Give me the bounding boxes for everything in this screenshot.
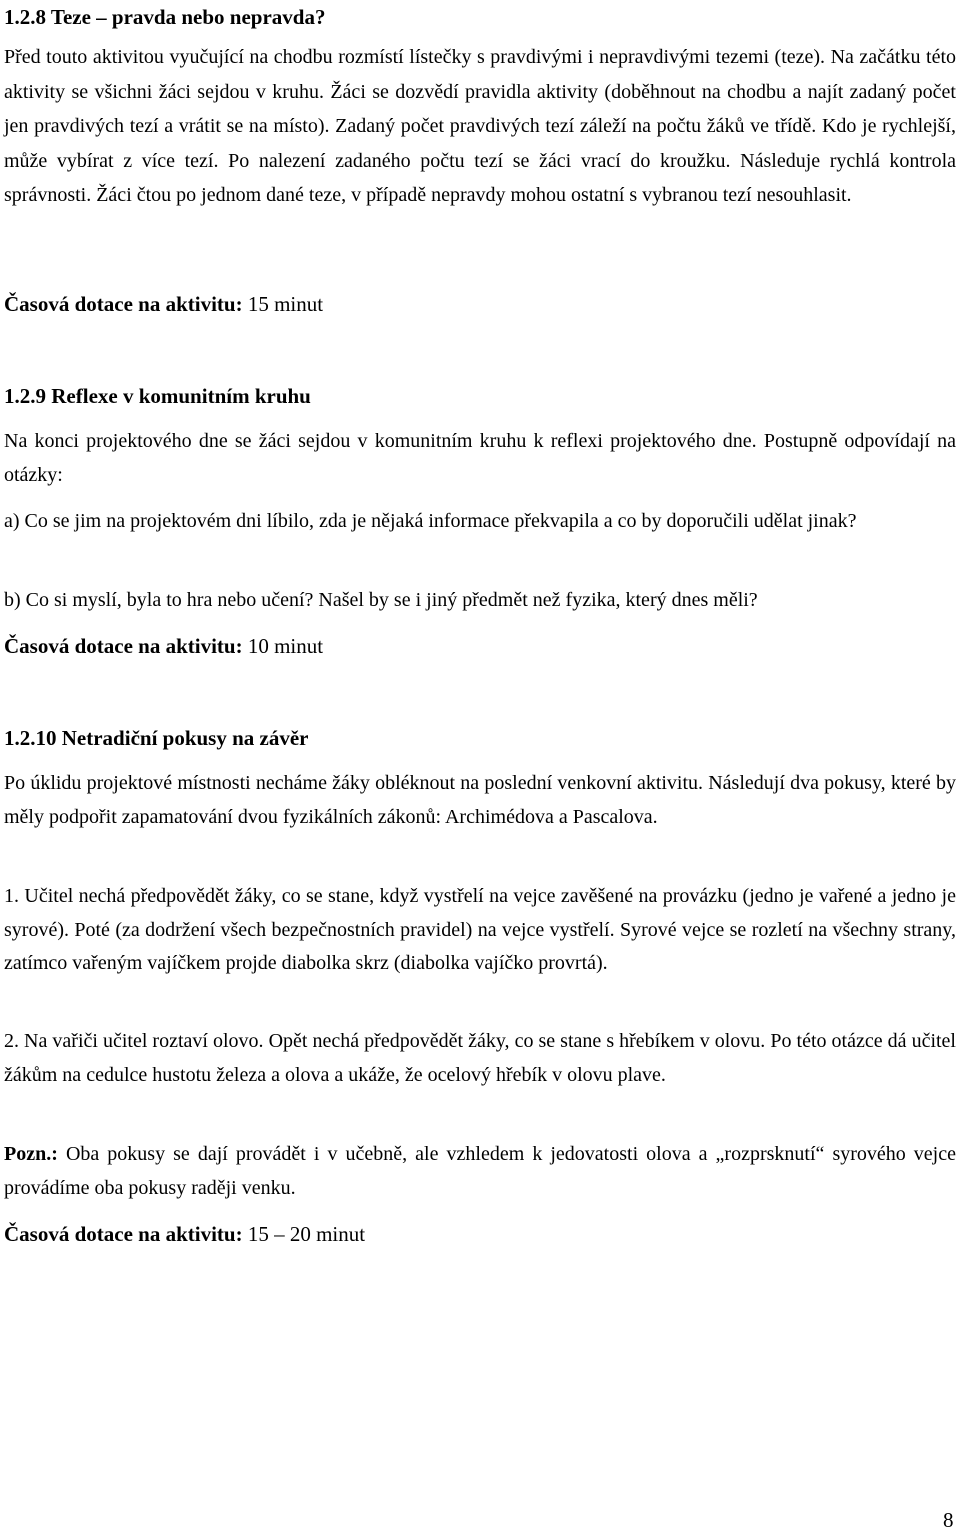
time-allocation-label: Časová dotace na aktivitu: <box>4 292 243 316</box>
time-allocation-value: 10 minut <box>247 634 324 658</box>
note-paragraph <box>4 1137 956 1205</box>
time-allocation <box>4 634 323 658</box>
section-paragraph: b) Co si myslí, byla to hra nebo učení? Našel by se i jiný předmět než fyzika, který dnes měli? <box>4 589 758 611</box>
time-allocation <box>4 1222 365 1246</box>
section-paragraph: 2. Na vařiči učitel roztaví olovo. Opět nechá předpovědět žáky, co se stane s hřebíkem v olovu. Po této otázce dá učitel žákům na cedulce hustotu železa a olova a ukáže, že ocelový hřebík v olovu plave. <box>4 1030 956 1086</box>
time-allocation-label: Časová dotace na aktivitu: <box>4 634 243 658</box>
section-heading: 1.2.9 Reflexe v komunitním kruhu <box>4 384 311 408</box>
section-paragraph: 1. Učitel nechá předpovědět žáky, co se stane, když vystřelí na vejce zavěšené na provázku (jedno je vařené a jedno je syrové). Poté (za dodržení všech bezpečnostních pravidel) na vejce vystřelí. Syrové vejce se rozletí na všechny strany, zatímco vařeným vajíčkem projde diabolka skrz (diabolka vajíčko provrtá). <box>4 885 956 974</box>
section-paragraph: Po úklidu projektové místnosti necháme žáky obléknout na poslední venkovní aktivitu. Následují dva pokusy, které by měly podpořit zapamatování dvou fyzikálních zákonů: Archimédova a Pascalova. <box>4 772 956 828</box>
note-text: Oba pokusy se dají provádět i v učebně, ale vzhledem k jedovatosti olova a „rozprsknutí“ syrového vejce provádíme oba pokusy raději venku. <box>4 1143 956 1199</box>
page-number: 8 <box>943 1508 954 1532</box>
time-allocation-value: 15 – 20 minut <box>247 1222 366 1246</box>
section-paragraph: Na konci projektového dne se žáci sejdou v komunitním kruhu k reflexi projektového dne. Postupně odpovídají na otázky: <box>4 430 956 486</box>
section-paragraph: a) Co se jim na projektovém dni líbilo, zda je nějaká informace překvapila a co by doporučili udělat jinak? <box>4 510 857 532</box>
time-allocation-label: Časová dotace na aktivitu: <box>4 1222 243 1246</box>
section-paragraph: Před touto aktivitou vyučující na chodbu rozmístí lístečky s pravdivými i nepravdivými tezemi (teze). Na začátku této aktivity se všichni žáci sejdou v kruhu. Žáci se dozvědí pravidla aktivity (doběhnout na chodbu a najít zadaný počet jen pravdivých tezí a vrátit se na místo). Zadaný počet pravdivých tezí záleží na počtu žáků ve třídě. Kdo je rychlejší, může vybírat z více tezí. Po nalezení zadaného počtu tezí se žáci vrací do kroužku. Následuje rychlá kontrola správnosti. Žáci čtou po jednom dané teze, v případě nepravdy mohou ostatní s vybranou tezí nesouhlasit. <box>4 46 956 206</box>
section-heading: 1.2.8 Teze – pravda nebo nepravda? <box>4 5 326 29</box>
time-allocation <box>4 292 323 316</box>
time-allocation-value: 15 minut <box>247 292 324 316</box>
section-heading: 1.2.10 Netradiční pokusy na závěr <box>4 726 309 750</box>
note-label: Pozn.: <box>4 1143 58 1165</box>
